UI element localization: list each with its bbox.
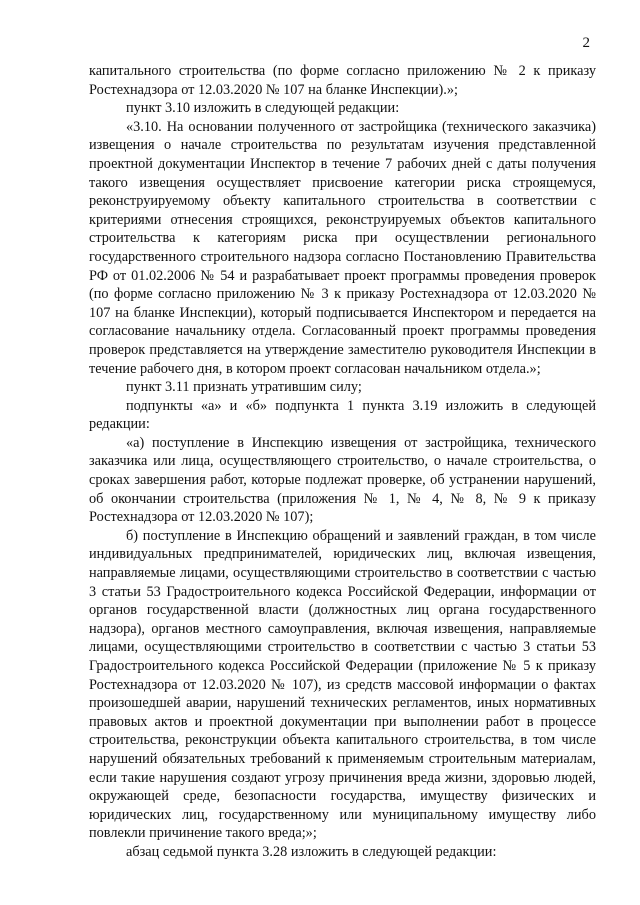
paragraph-5: подпункты «а» и «б» подпункта 1 пункта 3.19 изложить в следующей редакции: bbox=[89, 397, 596, 433]
paragraph-8: абзац седьмой пункта 3.28 изложить в следующей редакции: bbox=[126, 843, 497, 860]
paragraph-7: б) поступление в Инспекцию обращений и заявлений граждан, в том числе индивидуальных предпринимателей, юридических лиц, включая извещения, направляемые лицами, осуществляющими строительство в соответствии с частью 3 статьи 53 Градостроительного кодекса Российской Федерации, информации от органов государственной власти (должностных лиц органа государственного надзора), органов местного самоуправления, включая извещения, направляемые лицами, осуществляющими строительство в соответствии с частью 3 статьи 53 Градостроительного кодекса Российской Федерации (приложение № 5 к приказу Ростехнадзора от 12.03.2020 № 107), из средств массовой информации о фактах произошедшей аварии, нарушений технических регламентов, иных нормативных правовых актов и проектной документации при выполнении работ в процессе строительства, реконструкции объекта капитального строительства, в том числе нарушений обязательных требований к применяемым строительным материалам, если такие нарушения создают угрозу причинения вреда жизни, здоровью людей, окружающей среде, безопасности государства, имуществу физических и юридических лиц, государственному или муниципальному имуществу либо повлекли причинение такого вреда;»; bbox=[89, 527, 596, 842]
paragraph-6: «а) поступление в Инспекцию извещения от застройщика, технического заказчика или лица, осуществляющего строительство, о начале строительства, о сроках завершения работ, которые подлежат проверке, об устранении нарушений, об окончании строительства (приложения № 1, № 4, № 8, № 9 к приказу Ростехнадзора от 12.03.2020 № 107); bbox=[89, 434, 596, 526]
paragraph-1: капитального строительства (по форме согласно приложению № 2 к приказу Ростехнадзора от 12.03.2020 № 107 на бланке Инспекции).»; bbox=[89, 63, 596, 98]
page-number: 2 bbox=[582, 35, 590, 51]
document-body bbox=[89, 62, 596, 862]
paragraph-3: «3.10. На основании полученного от застройщика (технического заказчика) извещения о начале строительства по результатам изучения представленной проектной документации Инспектор в течение 7 рабочих дней с даты получения такого извещения осуществляет присвоение категории риска строящемуся, реконструируемому объекту капитального строительства в соответствии с критериями отнесения строящихся, реконструируемых объектов капитального строительства к категориям риска при осуществлении регионального государственного строительного надзора согласно Постановлению Правительства РФ от 01.02.2006 № 54 и разрабатывает проект программы проведения проверок (по форме согласно приложению № 3 к приказу Ростехнадзора от 12.03.2020 № 107 на бланке Инспекции), который подписывается Инспектором и передается на согласование начальнику отдела. Согласованный проект программы проведения проверок представляется на утверждение заместителю руководителя Инспекции в течение рабочего дня, в котором проект согласован начальником отдела.»; bbox=[89, 118, 596, 377]
paragraph-2: пункт 3.10 изложить в следующей редакции: bbox=[126, 100, 400, 117]
paragraph-4: пункт 3.11 признать утратившим силу; bbox=[126, 379, 362, 396]
